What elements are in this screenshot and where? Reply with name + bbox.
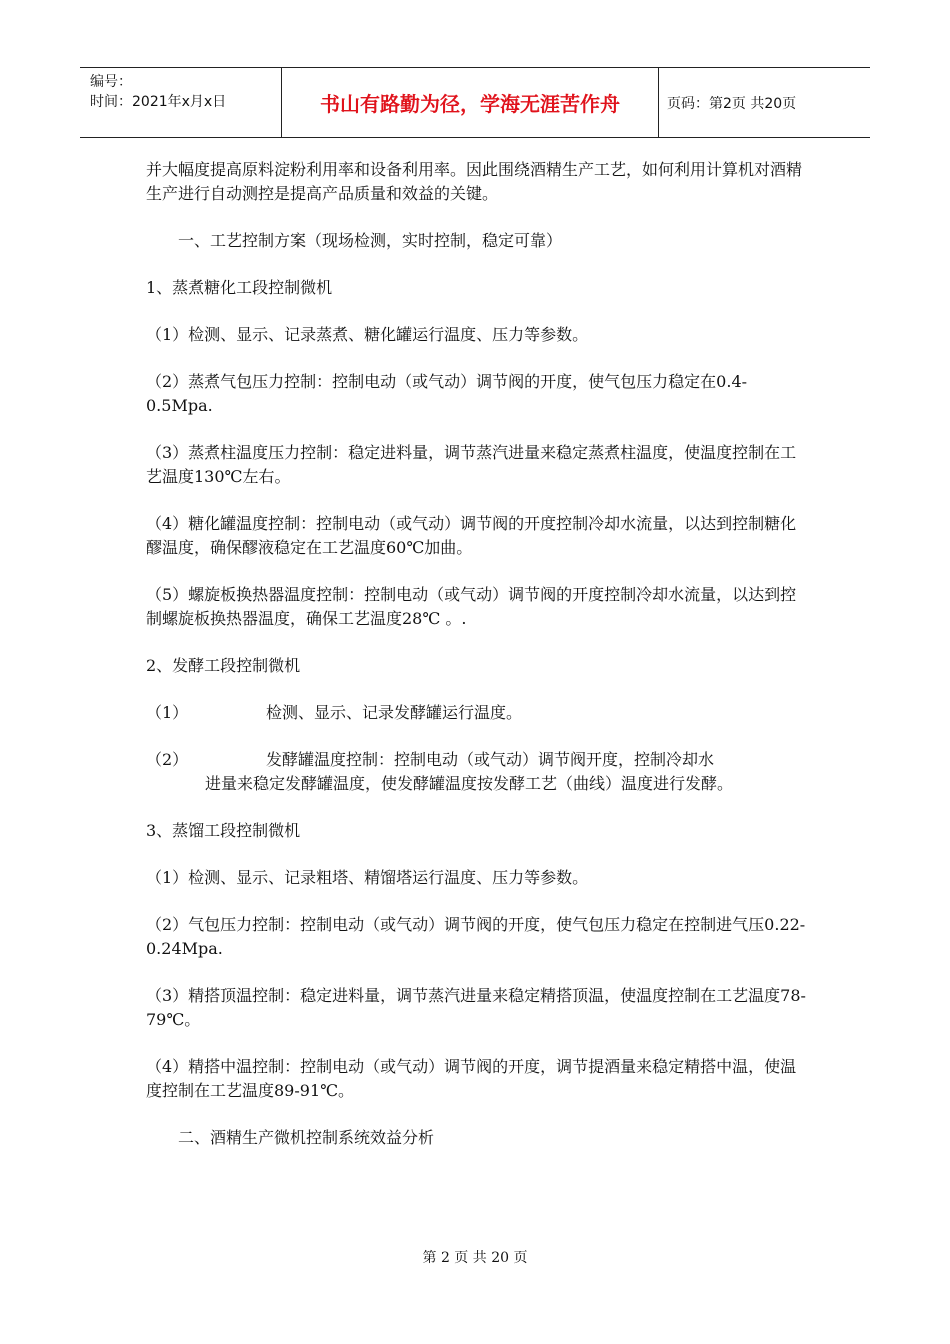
sub1-item: （3）蒸煮柱温度压力控制：稳定进料量，调节蒸汽进量来稳定蒸煮柱温度，使温度控制在工艺温度130℃左右。 (146, 443, 797, 486)
time-label: 时间：2021年x月x日 (90, 94, 227, 110)
header-page-info: 页码：第2页 共20页 (667, 95, 797, 112)
item-text: 检测、显示、记录发酵罐运行温度。 (266, 703, 523, 722)
number-label: 编号： (90, 74, 132, 90)
intro-paragraph: 并大幅度提高原料淀粉利用率和设备利用率。因此围绕酒精生产工艺，如何利用计算机对酒精生产进行自动测控是提高产品质量和效益的关键。 (146, 160, 803, 203)
sub1-item: （4）糖化罐温度控制：控制电动（或气动）调节阀的开度控制冷却水流量，以达到控制糖化醪温度，确保醪液稳定在工艺温度60℃加曲。 (146, 514, 797, 557)
sub3-title: 3、蒸馏工段控制微机 (146, 821, 301, 840)
sub3-item: （1）检测、显示、记录粗塔、精馏塔运行温度、压力等参数。 (146, 868, 589, 887)
sub1-title: 1、蒸煮糖化工段控制微机 (146, 278, 333, 297)
item-number: （1） (146, 703, 189, 722)
page-footer: 第 2 页 共 20 页 (422, 1250, 528, 1266)
section2-title: 二、酒精生产微机控制系统效益分析 (178, 1128, 435, 1147)
sub1-item: （5）螺旋板换热器温度控制：控制电动（或气动）调节阀的开度控制冷却水流量，以达到控制螺旋板换热器温度，确保工艺温度28℃ 。. (146, 585, 797, 628)
section1-title: 一、工艺控制方案（现场检测，实时控制，稳定可靠） (178, 231, 563, 250)
page-header (80, 67, 870, 138)
item-text: 发酵罐温度控制：控制电动（或气动）调节阀开度，控制冷却水 (266, 750, 715, 769)
sub2-title: 2、发酵工段控制微机 (146, 656, 301, 675)
sub2-item (146, 748, 806, 796)
sub1-item: （2）蒸煮气包压力控制：控制电动（或气动）调节阀的开度，使气包压力稳定在0.4-0.5Mpa. (146, 372, 748, 415)
header-motto: 书山有路勤为径，学海无涯苦作舟 (282, 68, 659, 137)
header-meta (80, 68, 282, 137)
sub1-item: （1）检测、显示、记录蒸煮、糖化罐运行温度、压力等参数。 (146, 325, 589, 344)
sub3-item: （3）精搭顶温控制：稳定进料量，调节蒸汽进量来稳定精搭顶温，使温度控制在工艺温度78-79℃。 (146, 986, 806, 1029)
document-body (146, 158, 806, 1173)
sub3-item: （4）精搭中温控制：控制电动（或气动）调节阀的开度，调节提酒量来稳定精搭中温，使温度控制在工艺温度89-91℃。 (146, 1057, 797, 1100)
item-text-continued: 进量来稳定发酵罐温度，使发酵罐温度按发酵工艺（曲线）温度进行发酵。 (205, 774, 734, 793)
item-number: （2） (146, 750, 189, 769)
sub3-item: （2）气包压力控制：控制电动（或气动）调节阀的开度，使气包压力稳定在控制进气压0.22-0.24Mpa. (146, 915, 806, 958)
sub2-item (146, 701, 806, 725)
